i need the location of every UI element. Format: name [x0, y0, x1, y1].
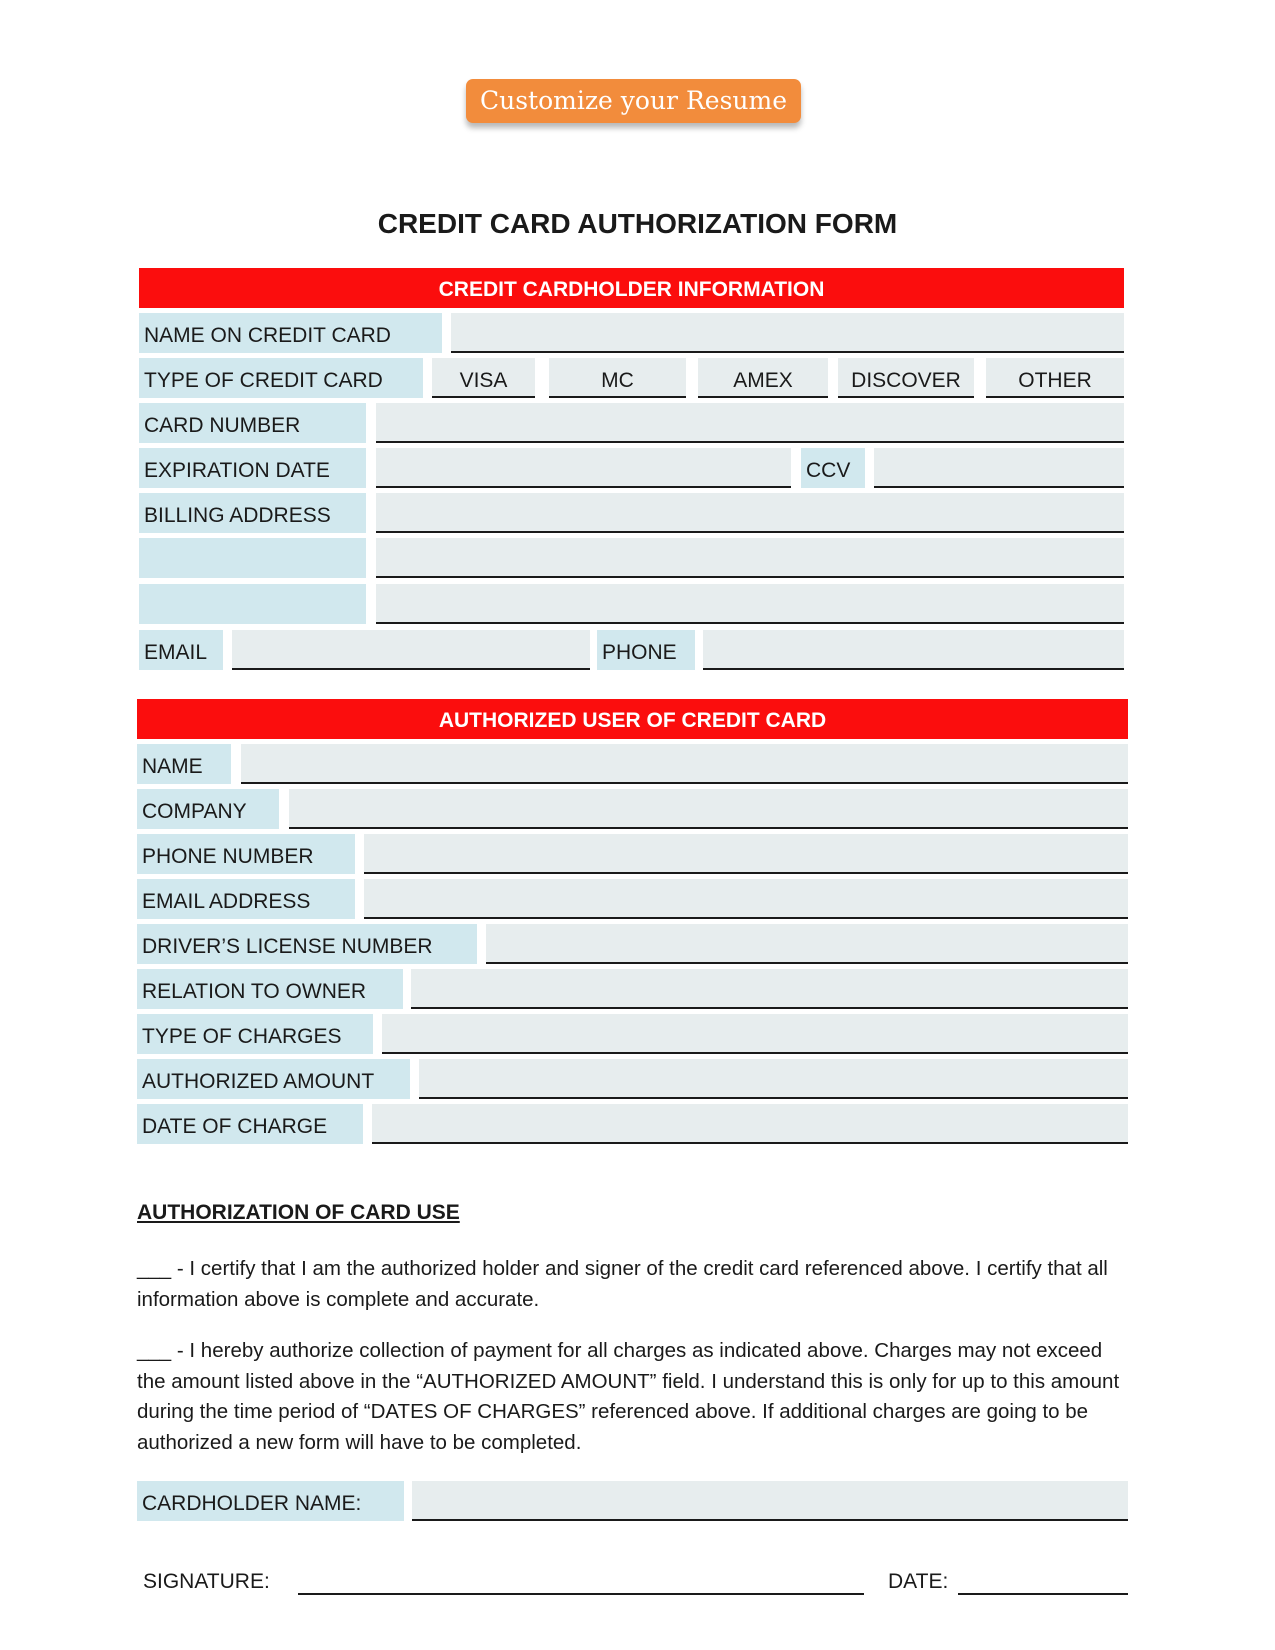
type-of-charges-field[interactable] — [382, 1014, 1128, 1054]
date-line[interactable] — [958, 1572, 1128, 1595]
form-title: CREDIT CARD AUTHORIZATION FORM — [377, 208, 898, 239]
card-type-discover[interactable]: DISCOVER — [838, 358, 974, 398]
signature-line[interactable] — [298, 1572, 864, 1595]
phone-number-field[interactable] — [364, 834, 1128, 874]
cardholder-name-label: CARDHOLDER NAME: — [137, 1481, 404, 1521]
email-address-field[interactable] — [364, 879, 1128, 919]
company-label: COMPANY — [137, 789, 279, 829]
expiration-date-label: EXPIRATION DATE — [139, 448, 366, 488]
date-of-charge-field[interactable] — [372, 1104, 1128, 1144]
user-name-label: NAME — [137, 744, 231, 784]
phone-number-label: PHONE NUMBER — [137, 834, 355, 874]
date-of-charge-label: DATE OF CHARGE — [137, 1104, 363, 1144]
customize-resume-button[interactable]: Customize your Resume — [466, 79, 801, 123]
signature-label: SIGNATURE: — [143, 1570, 270, 1593]
card-type-other[interactable]: OTHER — [986, 358, 1124, 398]
email-address-label: EMAIL ADDRESS — [137, 879, 355, 919]
user-name-field[interactable] — [241, 744, 1128, 784]
authorize-statement: ___ - I hereby authorize collection of payment for all charges as indicated above. Charges may not exceed the amount listed above in the “AUTHORIZED AMOUNT” field. I understand this is only for up to this amount during the time period of “DATES OF CHARGES” referenced above. If additional charges are going to be authorized a new form will have to be completed. — [137, 1339, 1120, 1454]
card-number-field[interactable] — [376, 403, 1124, 443]
relation-to-owner-field[interactable] — [411, 969, 1128, 1009]
cardholder-name-field[interactable] — [412, 1481, 1128, 1521]
card-type-amex[interactable]: AMEX — [698, 358, 828, 398]
ccv-field[interactable] — [874, 448, 1124, 488]
phone-field[interactable] — [703, 630, 1124, 670]
cardholder-section-header: CREDIT CARDHOLDER INFORMATION — [139, 268, 1124, 308]
relation-to-owner-label: RELATION TO OWNER — [137, 969, 403, 1009]
card-type-visa[interactable]: VISA — [432, 358, 535, 398]
date-label: DATE: — [888, 1570, 949, 1593]
name-on-card-label: NAME ON CREDIT CARD — [139, 313, 442, 353]
email-label: EMAIL — [139, 630, 223, 670]
billing-address-field-1[interactable] — [376, 493, 1124, 533]
drivers-license-label: DRIVER’S LICENSE NUMBER — [137, 924, 477, 964]
type-of-charges-label: TYPE OF CHARGES — [137, 1014, 373, 1054]
phone-label: PHONE — [597, 630, 695, 670]
ccv-label: CCV — [801, 448, 865, 488]
authorized-user-section-header: AUTHORIZED USER OF CREDIT CARD — [137, 699, 1128, 739]
name-on-card-field[interactable] — [451, 313, 1124, 353]
authorized-amount-label: AUTHORIZED AMOUNT — [137, 1059, 410, 1099]
card-type-label: TYPE OF CREDIT CARD — [139, 358, 423, 398]
billing-address-label: BILLING ADDRESS — [139, 493, 366, 533]
expiration-date-field[interactable] — [376, 448, 791, 488]
card-type-mc[interactable]: MC — [549, 358, 686, 398]
billing-address-label-blank — [139, 538, 366, 578]
authorized-amount-field[interactable] — [419, 1059, 1128, 1099]
company-field[interactable] — [289, 789, 1128, 829]
billing-address-field-3[interactable] — [376, 584, 1124, 624]
certify-statement: ___ - I certify that I am the authorized holder and signer of the credit card referenced above. I certify that all information above is complete and accurate. — [137, 1257, 1108, 1311]
drivers-license-field[interactable] — [486, 924, 1128, 964]
billing-address-label-blank — [139, 584, 366, 624]
card-number-label: CARD NUMBER — [139, 403, 366, 443]
email-field[interactable] — [232, 630, 590, 670]
billing-address-field-2[interactable] — [376, 538, 1124, 578]
authorization-heading: AUTHORIZATION OF CARD USE — [137, 1201, 460, 1224]
